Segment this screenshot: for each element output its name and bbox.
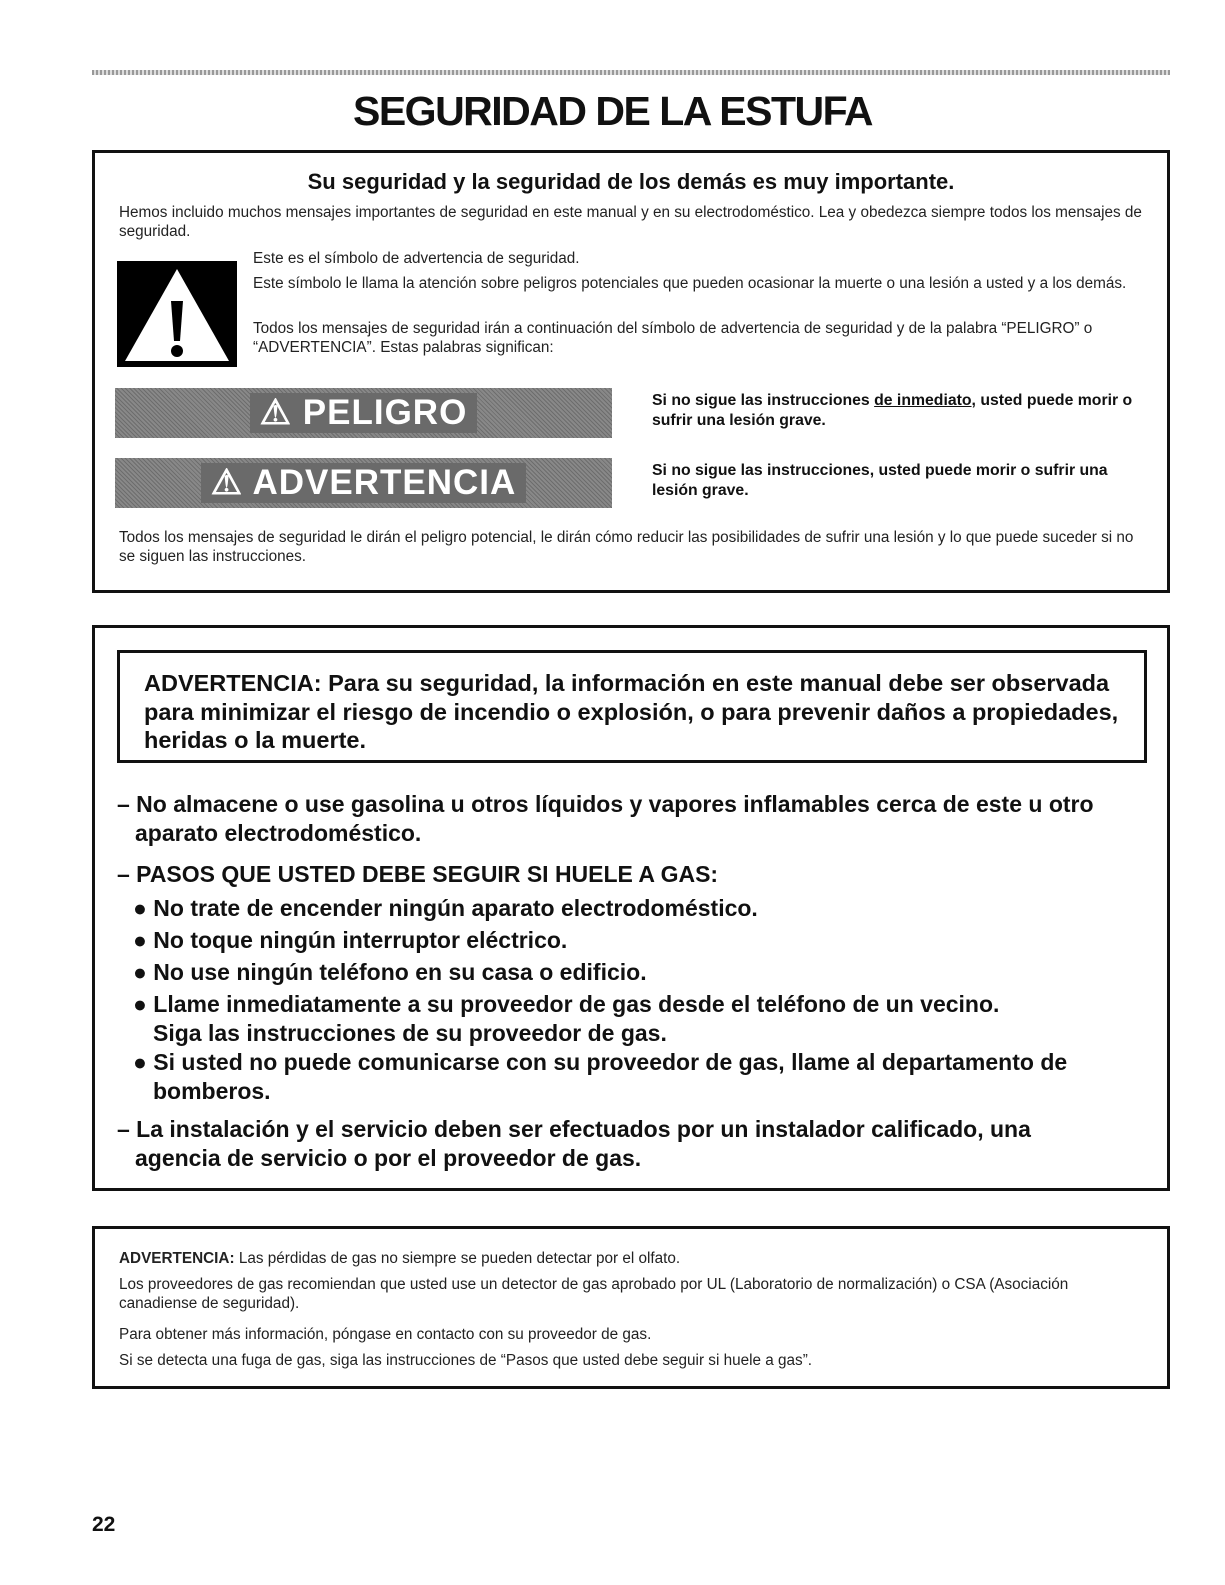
page-number: 22 — [92, 1513, 116, 1536]
warning-label: ⚠ ADVERTENCIA — [201, 463, 527, 503]
list-item: – No almacene o use gasolina u otros líquidos y vapores inflamables cerca de este u otro aparato electrodoméstico. — [117, 791, 1094, 846]
safety-intro: Hemos incluido muchos mensajes importantes de seguridad en este manual y en su electrodoméstico. Lea y obedezca siempre todos los mensajes de seguridad. — [119, 204, 1142, 240]
gas-warning-statement: ADVERTENCIA: Para su seguridad, la información en este manual debe ser observada para minimizar el riesgo de incendio o explosión, o para prevenir daños a propiedades, heridas o la muerte. — [117, 650, 1147, 763]
page-title: SEGURIDAD DE LA ESTUFA — [352, 88, 873, 134]
symbol-explanation: Este símbolo le llama la atención sobre peligros potenciales que pueden ocasionar la muerte o una lesión a usted y a los demás. — [253, 275, 1127, 292]
danger-description: Si no sigue las instrucciones de inmediato, usted puede morir o sufrir una lesión grave. — [652, 392, 1133, 429]
list-item: – La instalación y el servicio deben ser efectuados por un instalador calificado, una agencia de servicio o por el proveedor de gas. — [117, 1116, 1031, 1171]
detector-line: Los proveedores de gas recomiendan que usted use un detector de gas aprobado por UL (Laboratorio de normalización) o CSA (Asociación canadiense de seguridad). — [119, 1276, 1069, 1312]
symbol-description: Este es el símbolo de advertencia de seguridad. — [253, 250, 580, 267]
list-item: ● Llame inmediatamente a su proveedor de gas desde el teléfono de un vecino. Siga las instrucciones de su proveedor de gas. — [133, 991, 1000, 1046]
warning-triangle-icon — [117, 261, 237, 367]
signal-words-intro: Todos los mensajes de seguridad irán a continuación del símbolo de advertencia de seguridad y de la palabra “PELIGRO” o “ADVERTENCIA”. Estas palabras significan: — [253, 320, 1093, 356]
detector-line: Para obtener más información, póngase en contacto con su proveedor de gas. — [119, 1326, 652, 1343]
safety-heading: Su seguridad y la seguridad de los demás es muy importante. — [307, 169, 955, 194]
list-item: ● No trate de encender ningún aparato electrodoméstico. — [133, 895, 758, 921]
danger-label: ⚠ PELIGRO — [250, 393, 478, 433]
gas-detector-box — [92, 1226, 1170, 1389]
list-item: ● No use ningún teléfono en su casa o edificio. — [133, 959, 647, 985]
gas-warning-box — [92, 625, 1170, 1191]
safety-footer: Todos los mensajes de seguridad le dirán el peligro potencial, le dirán cómo reducir las posibilidades de sufrir una lesión y lo que puede suceder si no se siguen las instrucciones. — [119, 529, 1134, 565]
safety-message-box — [92, 150, 1170, 593]
warning-description: Si no sigue las instrucciones, usted puede morir o sufrir una lesión grave. — [652, 462, 1108, 499]
list-item: – PASOS QUE USTED DEBE SEGUIR SI HUELE A GAS: — [117, 861, 719, 887]
list-item: ● No toque ningún interruptor eléctrico. — [133, 927, 568, 953]
danger-banner — [115, 388, 612, 438]
detector-line: Si se detecta una fuga de gas, siga las instrucciones de “Pasos que usted debe seguir si huele a gas”. — [119, 1352, 813, 1369]
list-item: ● Si usted no puede comunicarse con su proveedor de gas, llame al departamento de bomberos. — [133, 1049, 1068, 1104]
warning-banner — [115, 458, 612, 508]
top-rule — [92, 70, 1170, 75]
detector-line: ADVERTENCIA: Las pérdidas de gas no siempre se pueden detectar por el olfato. — [119, 1250, 681, 1267]
